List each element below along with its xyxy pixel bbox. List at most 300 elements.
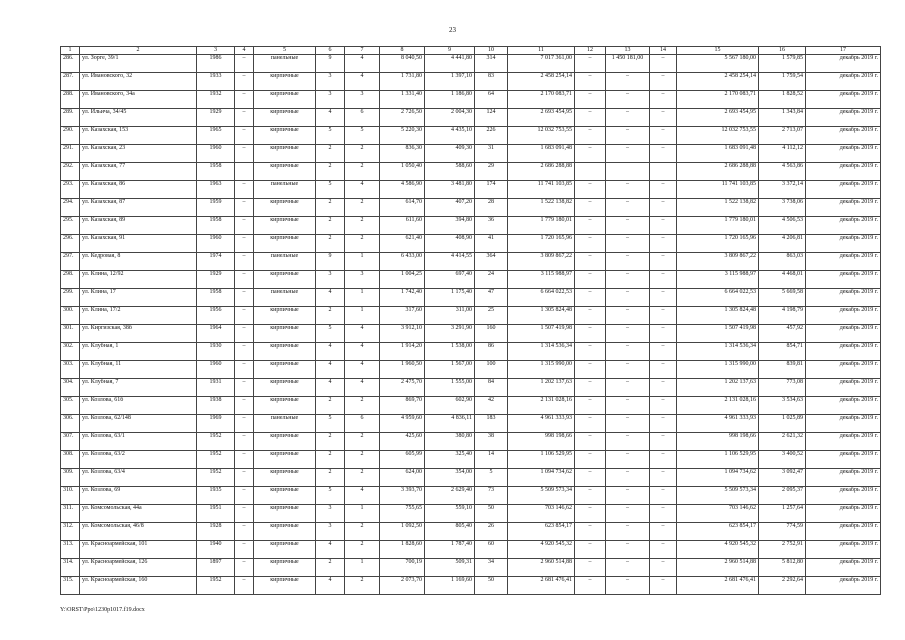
table-cell: 31 <box>475 145 508 163</box>
table-cell: декабрь 2019 г. <box>806 415 881 433</box>
table-cell: ул. Ильича, 34/45 <box>80 109 197 127</box>
table-cell: ул. Козлова, 61б <box>80 397 197 415</box>
table-cell: 2 170 083,71 <box>508 91 575 109</box>
table-row <box>61 181 881 199</box>
table-cell: 2 686 288,88 <box>677 163 759 181</box>
table-row <box>61 235 881 253</box>
table-cell: 1933 <box>197 73 235 91</box>
table-cell: 3 <box>316 271 345 289</box>
table-cell: 4 959,60 <box>380 415 425 433</box>
table-cell: – <box>606 73 650 91</box>
table-cell: 310. <box>61 487 80 505</box>
table-row <box>61 343 881 361</box>
table-cell: 703 146,62 <box>677 505 759 523</box>
table-cell: 2 <box>316 235 345 253</box>
footer-path: Y:\ORST\Ppo\1230p1017.f19.docx <box>60 607 145 613</box>
table-cell: 4 920 545,32 <box>508 541 575 559</box>
table-cell: 1986 <box>197 55 235 73</box>
table-cell: – <box>575 307 606 325</box>
table-cell: 2 004,30 <box>425 109 475 127</box>
table-cell: – <box>650 73 677 91</box>
table-cell: 124 <box>475 109 508 127</box>
table-cell: 1 <box>345 307 380 325</box>
table-cell: – <box>606 271 650 289</box>
table-row <box>61 271 881 289</box>
table-cell: 307. <box>61 433 80 451</box>
table-cell: 288. <box>61 91 80 109</box>
table-cell: – <box>650 109 677 127</box>
table-cell: 407,20 <box>425 199 475 217</box>
table-cell: – <box>575 109 606 127</box>
table-cell: – <box>606 559 650 577</box>
column-header: 8 <box>380 47 425 55</box>
table-cell: декабрь 2019 г. <box>806 55 881 73</box>
table-cell: – <box>575 541 606 559</box>
table-cell: – <box>575 91 606 109</box>
table-cell: 2 <box>345 523 380 541</box>
table-cell: 1 305 824,48 <box>677 307 759 325</box>
table-cell <box>606 163 650 181</box>
table-cell: 9 <box>316 253 345 271</box>
table-cell: декабрь 2019 г. <box>806 577 881 595</box>
table-cell: – <box>235 559 254 577</box>
column-header: 11 <box>508 47 575 55</box>
table-cell: 2 693 454,95 <box>508 109 575 127</box>
table-cell: 1958 <box>197 163 235 181</box>
table-cell: 4 <box>345 343 380 361</box>
table-cell: 2 <box>316 559 345 577</box>
table-cell: 3 291,90 <box>425 325 475 343</box>
table-cell: 29 <box>475 163 508 181</box>
table-cell: 83 <box>475 73 508 91</box>
table-cell: 602,90 <box>425 397 475 415</box>
table-cell: – <box>235 325 254 343</box>
table-cell: 5 567 180,00 <box>677 55 759 73</box>
table-cell: 86 <box>475 343 508 361</box>
table-cell: – <box>235 505 254 523</box>
table-cell: 1958 <box>197 217 235 235</box>
table-cell: 3 738,06 <box>759 199 806 217</box>
table-cell: 1952 <box>197 433 235 451</box>
table-row <box>61 325 881 343</box>
table-cell: 304. <box>61 379 80 397</box>
table-cell: 5 <box>316 487 345 505</box>
table-cell: 3 400,52 <box>759 451 806 469</box>
table-cell: 11 741 103,85 <box>508 181 575 199</box>
table-cell: 25 <box>475 307 508 325</box>
table-cell: 2 <box>345 163 380 181</box>
table-cell: кирпичные <box>254 541 316 559</box>
table-cell: 4 <box>345 181 380 199</box>
table-cell: 408,90 <box>425 235 475 253</box>
table-cell: 5 <box>316 415 345 433</box>
table-cell: кирпичные <box>254 397 316 415</box>
table-cell: – <box>606 487 650 505</box>
table-cell: – <box>575 271 606 289</box>
table-cell: ул. Козлова, 62/148 <box>80 415 197 433</box>
table-cell: 2 <box>316 163 345 181</box>
column-header: 2 <box>80 47 197 55</box>
table-cell: 1 305 824,48 <box>508 307 575 325</box>
table-cell: ул. Казахская, 91 <box>80 235 197 253</box>
table-cell: 3 <box>345 91 380 109</box>
table-cell: 1897 <box>197 559 235 577</box>
table-cell: – <box>575 469 606 487</box>
table-cell: 24 <box>475 271 508 289</box>
table-cell: 183 <box>475 415 508 433</box>
table-cell: 1 106 529,95 <box>508 451 575 469</box>
table-cell: декабрь 2019 г. <box>806 379 881 397</box>
table-cell: 4 920 545,32 <box>677 541 759 559</box>
table-cell: – <box>650 325 677 343</box>
table-cell: кирпичные <box>254 91 316 109</box>
table-cell: кирпичные <box>254 73 316 91</box>
table-cell: 1969 <box>197 415 235 433</box>
table-cell: 3 <box>316 91 345 109</box>
table-cell: 4 206,81 <box>759 235 806 253</box>
table-cell: – <box>575 343 606 361</box>
table-cell: кирпичные <box>254 325 316 343</box>
table-cell: 5 669,58 <box>759 289 806 307</box>
table-cell: 290. <box>61 127 80 145</box>
table-cell: 311. <box>61 505 80 523</box>
table-cell: 12 032 753,55 <box>508 127 575 145</box>
table-cell: кирпичные <box>254 433 316 451</box>
table-cell: 2 170 083,71 <box>677 91 759 109</box>
table-cell: 306. <box>61 415 80 433</box>
table-cell: 2 960 514,88 <box>508 559 575 577</box>
table-cell: – <box>575 217 606 235</box>
table-cell: 1952 <box>197 469 235 487</box>
table-cell: 4 <box>345 487 380 505</box>
table-cell: 2 <box>345 469 380 487</box>
table-cell: – <box>650 415 677 433</box>
table-cell: 5 220,30 <box>380 127 425 145</box>
table-cell: – <box>606 433 650 451</box>
table-cell: 2 <box>345 199 380 217</box>
table-cell: 1 315 990,00 <box>677 361 759 379</box>
table-row <box>61 415 881 433</box>
table-cell: 4 <box>316 289 345 307</box>
table-cell: 301. <box>61 325 80 343</box>
table-cell: – <box>606 145 650 163</box>
table-cell: 1 169,60 <box>425 577 475 595</box>
table-cell: – <box>575 451 606 469</box>
table-cell: 2 <box>316 451 345 469</box>
column-header: 15 <box>677 47 759 55</box>
table-cell: 1 106 529,95 <box>677 451 759 469</box>
table-row <box>61 109 881 127</box>
table-cell: – <box>650 469 677 487</box>
table-cell: ул. Комсомольская, 46/8 <box>80 523 197 541</box>
table-cell: 2 458 254,14 <box>677 73 759 91</box>
table-cell: – <box>235 307 254 325</box>
table-cell: – <box>235 541 254 559</box>
table-cell: – <box>606 235 650 253</box>
table-cell: кирпичные <box>254 451 316 469</box>
table-cell: 2 475,70 <box>380 379 425 397</box>
table-row <box>61 127 881 145</box>
column-header: 4 <box>235 47 254 55</box>
table-cell: ул. Красноармейская, 160 <box>80 577 197 595</box>
table-cell: 4 <box>316 361 345 379</box>
table-cell: – <box>575 559 606 577</box>
table-cell: ул. Казахская, 153 <box>80 127 197 145</box>
table-cell: 623 854,17 <box>508 523 575 541</box>
table-cell: – <box>650 217 677 235</box>
column-header: 3 <box>197 47 235 55</box>
table-cell: 3 <box>345 271 380 289</box>
table-cell: – <box>606 397 650 415</box>
table-cell: 1 314 536,34 <box>508 343 575 361</box>
table-cell: 1935 <box>197 487 235 505</box>
table-cell: – <box>650 199 677 217</box>
table-cell: ул. Клина, 17 <box>80 289 197 307</box>
table-cell: декабрь 2019 г. <box>806 307 881 325</box>
table-cell: 3 393,70 <box>380 487 425 505</box>
table-cell: 5 <box>316 325 345 343</box>
table-cell: 1963 <box>197 181 235 199</box>
table-cell: 325,40 <box>425 451 475 469</box>
table-cell: 1 <box>345 505 380 523</box>
table-cell: 297. <box>61 253 80 271</box>
table-cell: – <box>575 415 606 433</box>
table-cell: 1 507 419,98 <box>677 325 759 343</box>
table-cell: 2 <box>316 217 345 235</box>
table-cell: – <box>650 181 677 199</box>
table-cell: 774,59 <box>759 523 806 541</box>
table-cell: декабрь 2019 г. <box>806 91 881 109</box>
table-cell: 2 095,37 <box>759 487 806 505</box>
table-cell: 1 315 990,00 <box>508 361 575 379</box>
table-cell: 3 534,63 <box>759 397 806 415</box>
table-cell: 315. <box>61 577 80 595</box>
table-cell: – <box>650 397 677 415</box>
table-cell: ул. Ивановского, 34а <box>80 91 197 109</box>
table-cell: ул. Кедровая, 8 <box>80 253 197 271</box>
table-cell: 1 742,40 <box>380 289 425 307</box>
page-number: 23 <box>449 26 456 34</box>
table-cell: 614,70 <box>380 199 425 217</box>
table-cell: декабрь 2019 г. <box>806 199 881 217</box>
table-cell: 1 202 137,63 <box>677 379 759 397</box>
table-cell: панельные <box>254 55 316 73</box>
table-cell: – <box>575 487 606 505</box>
table-cell: 1 050,40 <box>380 163 425 181</box>
table-cell: 863,03 <box>759 253 806 271</box>
table-cell: 4 961 333,93 <box>677 415 759 433</box>
table-cell: 289. <box>61 109 80 127</box>
table-cell: – <box>606 199 650 217</box>
table-cell: декабрь 2019 г. <box>806 289 881 307</box>
table-cell: 364 <box>475 253 508 271</box>
table-cell: 4 563,86 <box>759 163 806 181</box>
table-cell: 296. <box>61 235 80 253</box>
table-cell: – <box>235 577 254 595</box>
table-cell: кирпичные <box>254 361 316 379</box>
table-cell: 3 481,80 <box>425 181 475 199</box>
table-row <box>61 469 881 487</box>
table-cell: – <box>235 199 254 217</box>
table-cell: 2 <box>316 469 345 487</box>
table-cell: декабрь 2019 г. <box>806 361 881 379</box>
table-cell: 5 <box>475 469 508 487</box>
table-cell: 1960 <box>197 145 235 163</box>
table-cell: – <box>606 523 650 541</box>
table-cell: ул. Козлова, 63/2 <box>80 451 197 469</box>
table-cell: ул. Казахская, 87 <box>80 199 197 217</box>
table-cell: 2 <box>316 433 345 451</box>
table-cell: 1932 <box>197 91 235 109</box>
table-cell: – <box>235 217 254 235</box>
table-cell: – <box>235 73 254 91</box>
table-cell: 313. <box>61 541 80 559</box>
table-cell: – <box>650 577 677 595</box>
table-cell: 6 <box>345 415 380 433</box>
table-row <box>61 577 881 595</box>
table-cell: 8 040,50 <box>380 55 425 73</box>
table-cell: – <box>606 217 650 235</box>
table-cell: – <box>235 55 254 73</box>
table-row <box>61 253 881 271</box>
table-cell: 2 681 476,41 <box>508 577 575 595</box>
table-cell: 409,30 <box>425 145 475 163</box>
table-cell: 1 579,85 <box>759 55 806 73</box>
table-cell: – <box>650 487 677 505</box>
table-cell: ул. Красноармейская, 126 <box>80 559 197 577</box>
table-cell: 5 812,80 <box>759 559 806 577</box>
table-cell: 2 073,70 <box>380 577 425 595</box>
table-cell: кирпичные <box>254 523 316 541</box>
table-cell: 1 914,20 <box>380 343 425 361</box>
table-cell: 3 <box>316 505 345 523</box>
table-cell: 854,71 <box>759 343 806 361</box>
table-cell: 7 017 361,00 <box>508 55 575 73</box>
table-row <box>61 451 881 469</box>
table-cell: 611,60 <box>380 217 425 235</box>
table-cell: 624,00 <box>380 469 425 487</box>
table-row <box>61 145 881 163</box>
table-cell: 4 506,53 <box>759 217 806 235</box>
table-cell: – <box>575 145 606 163</box>
table-cell: – <box>235 343 254 361</box>
table-cell: 14 <box>475 451 508 469</box>
table-cell: декабрь 2019 г. <box>806 523 881 541</box>
table-cell: 3 115 988,97 <box>508 271 575 289</box>
table-cell: кирпичные <box>254 217 316 235</box>
table-row <box>61 91 881 109</box>
table-cell: 4 <box>345 361 380 379</box>
table-cell: кирпичные <box>254 109 316 127</box>
table-cell: 298. <box>61 271 80 289</box>
table-cell: 3 809 867,22 <box>508 253 575 271</box>
table-cell: 1 314 536,34 <box>677 343 759 361</box>
table-cell: 4 <box>345 55 380 73</box>
table-cell: ул. Казахская, 23 <box>80 145 197 163</box>
table-cell: ул. Зорге, 39/1 <box>80 55 197 73</box>
table-cell: ул. Клина, 17/2 <box>80 307 197 325</box>
table-cell: 700,19 <box>380 559 425 577</box>
table-cell: – <box>606 469 650 487</box>
table-cell: 2 681 476,41 <box>677 577 759 595</box>
table-cell: 2 <box>345 433 380 451</box>
table-cell: кирпичные <box>254 199 316 217</box>
table-cell: ул. Козлова, 63/4 <box>80 469 197 487</box>
table-cell: 1 720 165,96 <box>677 235 759 253</box>
table-cell: 1958 <box>197 289 235 307</box>
table-cell: 1 257,64 <box>759 505 806 523</box>
table-cell: 309. <box>61 469 80 487</box>
table-cell: – <box>235 109 254 127</box>
table-row <box>61 397 881 415</box>
column-header: 13 <box>606 47 650 55</box>
table-cell: 1952 <box>197 577 235 595</box>
table-cell: декабрь 2019 г. <box>806 505 881 523</box>
table-cell: кирпичные <box>254 145 316 163</box>
table-cell: 287. <box>61 73 80 91</box>
table-cell: – <box>575 289 606 307</box>
table-cell: 1 731,80 <box>380 73 425 91</box>
table-row <box>61 73 881 91</box>
table-cell: 2 713,07 <box>759 127 806 145</box>
table-cell: 1 787,40 <box>425 541 475 559</box>
table-body <box>61 47 881 595</box>
table-cell: – <box>575 55 606 73</box>
table-cell <box>575 163 606 181</box>
table-cell: декабрь 2019 г. <box>806 217 881 235</box>
table-cell: 2 <box>345 145 380 163</box>
table-cell: – <box>650 253 677 271</box>
table-cell: декабрь 2019 г. <box>806 145 881 163</box>
table-cell: – <box>606 451 650 469</box>
table-cell: – <box>650 541 677 559</box>
table-cell: 314 <box>475 55 508 73</box>
table-cell: 2 693 454,95 <box>677 109 759 127</box>
table-cell: 2 <box>345 217 380 235</box>
table-cell: 1 <box>345 253 380 271</box>
table-cell: 47 <box>475 289 508 307</box>
table-cell: 6 664 022,53 <box>508 289 575 307</box>
table-cell: 5 509 573,34 <box>677 487 759 505</box>
table-cell: 697,40 <box>425 271 475 289</box>
table-cell: 605,99 <box>380 451 425 469</box>
column-header: 10 <box>475 47 508 55</box>
table-cell: кирпичные <box>254 307 316 325</box>
table-cell: – <box>575 181 606 199</box>
column-header: 16 <box>759 47 806 55</box>
table-cell: 293. <box>61 181 80 199</box>
table-cell: 805,40 <box>425 523 475 541</box>
table-cell: 2 458 254,14 <box>508 73 575 91</box>
table-cell: 1 538,00 <box>425 343 475 361</box>
table-cell: 1 <box>345 289 380 307</box>
table-cell: 41 <box>475 235 508 253</box>
table-cell: ул. Красноармейская, 101 <box>80 541 197 559</box>
table-cell: декабрь 2019 г. <box>806 559 881 577</box>
table-cell: 5 <box>316 127 345 145</box>
table-cell: 2 960 514,88 <box>677 559 759 577</box>
table-cell: 1 522 138,82 <box>677 199 759 217</box>
table-cell: – <box>575 433 606 451</box>
table-cell: 2 621,32 <box>759 433 806 451</box>
table-cell: декабрь 2019 г. <box>806 163 881 181</box>
table-cell: 457,92 <box>759 325 806 343</box>
table-cell: – <box>606 181 650 199</box>
table-cell: – <box>235 271 254 289</box>
table-cell: ул. Козлова, 69 <box>80 487 197 505</box>
table-cell: 1 331,40 <box>380 91 425 109</box>
table-cell: 2 629,40 <box>425 487 475 505</box>
